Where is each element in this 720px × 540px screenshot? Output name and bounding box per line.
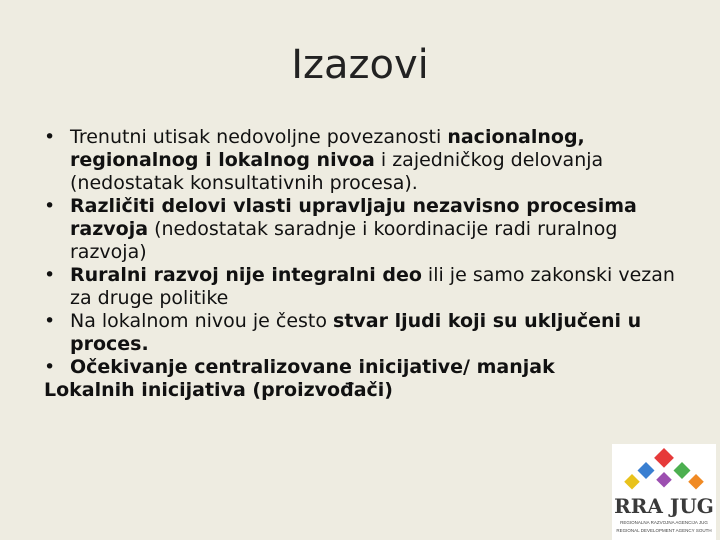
logo-name: RRA JUG: [614, 494, 714, 518]
bullet-item: [44, 356, 684, 379]
bullet-text-bold: Očekivanje centralizovane inicijative/ manjak: [70, 356, 555, 378]
slide-content: [44, 126, 684, 402]
logo-diamond: [624, 474, 640, 490]
bullet-item: [44, 126, 684, 195]
bullet-item: [44, 195, 684, 264]
trailing-text: Lokalnih inicijativa (proizvođači): [44, 379, 393, 401]
bullet-item: [44, 264, 684, 310]
logo-subtitle-2: REGIONAL DEVELOPMENT AGENCY SOUTH: [616, 528, 712, 533]
logo-diamond: [638, 462, 655, 479]
bullet-text: ili je samo zakonski vezan za druge politike: [70, 264, 675, 309]
logo-diamond: [654, 448, 674, 468]
logo-subtitle-1: REGIONALNA RAZVOJNA AGENCIJA JUG: [620, 520, 708, 525]
bullet-item: [44, 310, 684, 356]
logo-diamond: [656, 472, 672, 488]
slide-title: Izazovi: [291, 42, 429, 88]
bullet-text-bold: Različiti delovi vlasti upravljaju nezavisno procesima razvoja: [70, 195, 637, 240]
bullet-list: [44, 126, 684, 379]
logo-diamond: [674, 462, 691, 479]
rra-jug-logo: [612, 444, 716, 540]
bullet-text-bold: stvar ljudi koji su uključeni u proces.: [70, 310, 642, 355]
logo-diamonds-icon: [612, 444, 716, 496]
bullet-text: Na lokalnom nivou je često: [70, 310, 334, 332]
bullet-text: (nedostatak saradnje i koordinacije radi ruralnog razvoja): [70, 218, 618, 263]
bullet-text: Trenutni utisak nedovoljne povezanosti: [70, 126, 448, 148]
bullet-text-bold: Ruralni razvoj nije integralni deo: [70, 264, 422, 286]
logo-diamond: [688, 474, 704, 490]
bullet-text: i zajedničkog delovanja (nedostatak konsultativnih procesa).: [70, 149, 604, 194]
bullet-text-bold: nacionalnog, regionalnog i lokalnog nivoa: [70, 126, 585, 171]
